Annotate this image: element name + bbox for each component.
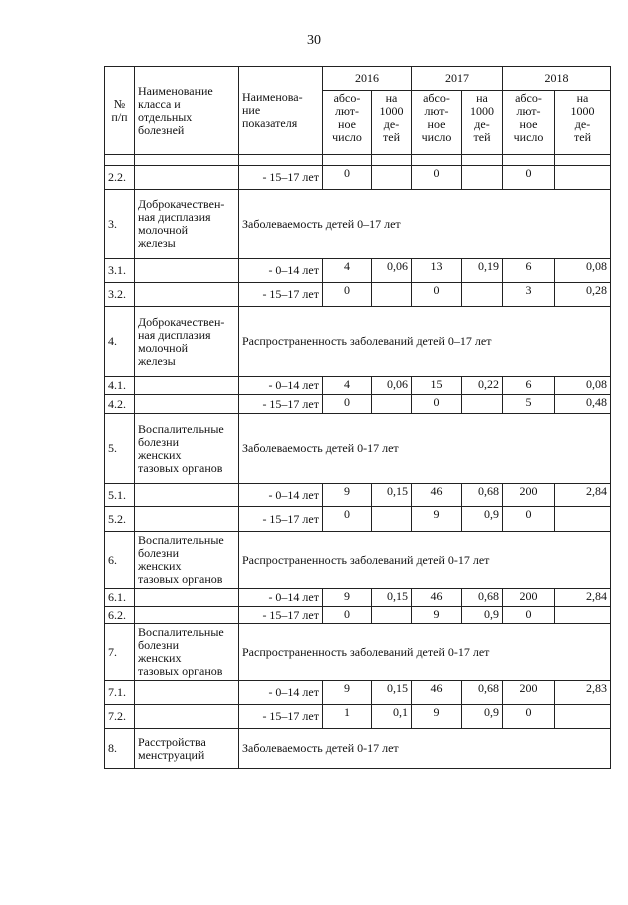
row-number: 6.	[105, 532, 135, 589]
absolute-count: 3	[503, 283, 555, 307]
rate-per-1000: 2,83	[555, 681, 611, 705]
absolute-count: 6	[503, 377, 555, 395]
row-number: 4.2.	[105, 395, 135, 414]
absolute-count: 9	[323, 681, 372, 705]
empty-cell	[135, 259, 239, 283]
rate-per-1000	[372, 507, 412, 532]
age-group: - 15–17 лет	[239, 705, 323, 729]
header-absolute: абсо- лют- ное число	[503, 91, 555, 155]
empty-cell	[135, 377, 239, 395]
empty-cell	[323, 155, 372, 166]
age-group: - 0–14 лет	[239, 589, 323, 607]
data-row	[105, 507, 611, 532]
empty-cell	[135, 484, 239, 507]
rate-per-1000	[555, 705, 611, 729]
empty-cell	[135, 705, 239, 729]
disease-name: Воспалительные болезни женских тазовых органов	[135, 532, 239, 589]
row-number: 8.	[105, 729, 135, 769]
absolute-count: 13	[412, 259, 462, 283]
row-number: 3.	[105, 190, 135, 259]
row-number: 3.2.	[105, 283, 135, 307]
rate-per-1000: 0,19	[462, 259, 503, 283]
header-absolute: абсо- лют- ное число	[323, 91, 372, 155]
rate-per-1000: 0,1	[372, 705, 412, 729]
data-row	[105, 377, 611, 395]
header-row	[105, 67, 611, 91]
absolute-count: 9	[412, 607, 462, 624]
row-number: 7.1.	[105, 681, 135, 705]
absolute-count: 5	[503, 395, 555, 414]
empty-cell	[239, 155, 323, 166]
rate-per-1000: 0,68	[462, 681, 503, 705]
group-row	[105, 624, 611, 681]
rate-per-1000: 0,06	[372, 259, 412, 283]
rate-per-1000	[555, 166, 611, 190]
absolute-count: 0	[412, 166, 462, 190]
rate-per-1000: 0,48	[555, 395, 611, 414]
indicator-description: Распространенность заболеваний детей 0-17 лет	[239, 624, 611, 681]
rate-per-1000: 0,9	[462, 507, 503, 532]
disease-name: Доброкачествен- ная дисплазия молочной железы	[135, 307, 239, 377]
rate-per-1000	[555, 507, 611, 532]
indicator-description: Заболеваемость детей 0-17 лет	[239, 414, 611, 484]
header-year: 2016	[323, 67, 412, 91]
absolute-count: 4	[323, 377, 372, 395]
group-row	[105, 190, 611, 259]
age-group: - 0–14 лет	[239, 681, 323, 705]
empty-cell	[135, 607, 239, 624]
rate-per-1000: 0,15	[372, 484, 412, 507]
absolute-count: 46	[412, 589, 462, 607]
absolute-count: 0	[412, 283, 462, 307]
data-row	[105, 395, 611, 414]
empty-cell	[135, 166, 239, 190]
absolute-count: 0	[323, 283, 372, 307]
header-num: № п/п	[105, 67, 135, 155]
rate-per-1000: 0,28	[555, 283, 611, 307]
empty-cell	[462, 155, 503, 166]
header-year: 2018	[503, 67, 611, 91]
indicator-description: Распространенность заболеваний детей 0–17 лет	[239, 307, 611, 377]
data-row	[105, 283, 611, 307]
rate-per-1000: 0,22	[462, 377, 503, 395]
data-row	[105, 484, 611, 507]
empty-cell	[555, 155, 611, 166]
disease-name: Воспалительные болезни женских тазовых органов	[135, 624, 239, 681]
rate-per-1000: 0,9	[462, 705, 503, 729]
absolute-count: 46	[412, 681, 462, 705]
data-row	[105, 259, 611, 283]
data-row	[105, 589, 611, 607]
header-absolute: абсо- лют- ное число	[412, 91, 462, 155]
absolute-count: 0	[503, 705, 555, 729]
rate-per-1000: 0,9	[462, 607, 503, 624]
age-group: - 15–17 лет	[239, 283, 323, 307]
absolute-count: 4	[323, 259, 372, 283]
empty-cell	[503, 155, 555, 166]
absolute-count: 9	[412, 705, 462, 729]
rate-per-1000	[372, 395, 412, 414]
rate-per-1000	[372, 607, 412, 624]
row-number: 6.2.	[105, 607, 135, 624]
indicator-description: Заболеваемость детей 0–17 лет	[239, 190, 611, 259]
rate-per-1000	[462, 283, 503, 307]
row-number: 7.2.	[105, 705, 135, 729]
blank-row	[105, 155, 611, 166]
data-row	[105, 607, 611, 624]
empty-cell	[135, 589, 239, 607]
absolute-count: 46	[412, 484, 462, 507]
empty-cell	[135, 507, 239, 532]
group-row	[105, 414, 611, 484]
absolute-count: 9	[412, 507, 462, 532]
rate-per-1000	[555, 607, 611, 624]
rate-per-1000	[372, 283, 412, 307]
rate-per-1000	[462, 166, 503, 190]
rate-per-1000: 0,06	[372, 377, 412, 395]
row-number: 5.	[105, 414, 135, 484]
age-group: - 15–17 лет	[239, 607, 323, 624]
group-row	[105, 729, 611, 769]
empty-cell	[135, 283, 239, 307]
empty-cell	[372, 155, 412, 166]
header-per-1000: на 1000 де- тей	[555, 91, 611, 155]
data-row	[105, 681, 611, 705]
absolute-count: 200	[503, 484, 555, 507]
age-group: - 0–14 лет	[239, 377, 323, 395]
absolute-count: 200	[503, 681, 555, 705]
rate-per-1000	[462, 395, 503, 414]
row-number: 5.2.	[105, 507, 135, 532]
absolute-count: 1	[323, 705, 372, 729]
age-group: - 0–14 лет	[239, 259, 323, 283]
absolute-count: 0	[323, 607, 372, 624]
row-number: 2.2.	[105, 166, 135, 190]
absolute-count: 9	[323, 589, 372, 607]
header-year: 2017	[412, 67, 503, 91]
empty-cell	[135, 155, 239, 166]
row-number: 5.1.	[105, 484, 135, 507]
age-group: - 0–14 лет	[239, 484, 323, 507]
row-number: 4.	[105, 307, 135, 377]
rate-per-1000: 0,15	[372, 589, 412, 607]
age-group: - 15–17 лет	[239, 166, 323, 190]
absolute-count: 6	[503, 259, 555, 283]
rate-per-1000	[372, 166, 412, 190]
rate-per-1000: 2,84	[555, 484, 611, 507]
absolute-count: 0	[323, 166, 372, 190]
disease-name: Расстройства менструаций	[135, 729, 239, 769]
absolute-count: 0	[503, 166, 555, 190]
rate-per-1000: 0,08	[555, 377, 611, 395]
empty-cell	[135, 681, 239, 705]
indicator-description: Распространенность заболеваний детей 0-17 лет	[239, 532, 611, 589]
row-number: 3.1.	[105, 259, 135, 283]
absolute-count: 0	[503, 507, 555, 532]
rate-per-1000: 0,68	[462, 484, 503, 507]
absolute-count: 15	[412, 377, 462, 395]
group-row	[105, 307, 611, 377]
rate-per-1000: 0,68	[462, 589, 503, 607]
disease-name: Доброкачествен- ная дисплазия молочной железы	[135, 190, 239, 259]
statistics-table	[104, 66, 611, 769]
header-per-1000: на 1000 де- тей	[462, 91, 503, 155]
header-name: Наименование класса и отдельных болезней	[135, 67, 239, 155]
header-indicator: Наименова- ние показателя	[239, 67, 323, 155]
header-per-1000: на 1000 де- тей	[372, 91, 412, 155]
rate-per-1000: 2,84	[555, 589, 611, 607]
absolute-count: 0	[323, 395, 372, 414]
age-group: - 15–17 лет	[239, 507, 323, 532]
data-row	[105, 166, 611, 190]
absolute-count: 9	[323, 484, 372, 507]
empty-cell	[412, 155, 462, 166]
data-row	[105, 705, 611, 729]
indicator-description: Заболеваемость детей 0-17 лет	[239, 729, 611, 769]
empty-cell	[135, 395, 239, 414]
page-number: 30	[307, 33, 321, 48]
row-number: 4.1.	[105, 377, 135, 395]
absolute-count: 0	[412, 395, 462, 414]
age-group: - 15–17 лет	[239, 395, 323, 414]
group-row	[105, 532, 611, 589]
row-number: 6.1.	[105, 589, 135, 607]
rate-per-1000: 0,15	[372, 681, 412, 705]
absolute-count: 0	[323, 507, 372, 532]
absolute-count: 0	[503, 607, 555, 624]
row-number: 7.	[105, 624, 135, 681]
empty-cell	[105, 155, 135, 166]
disease-name: Воспалительные болезни женских тазовых органов	[135, 414, 239, 484]
rate-per-1000: 0,08	[555, 259, 611, 283]
absolute-count: 200	[503, 589, 555, 607]
